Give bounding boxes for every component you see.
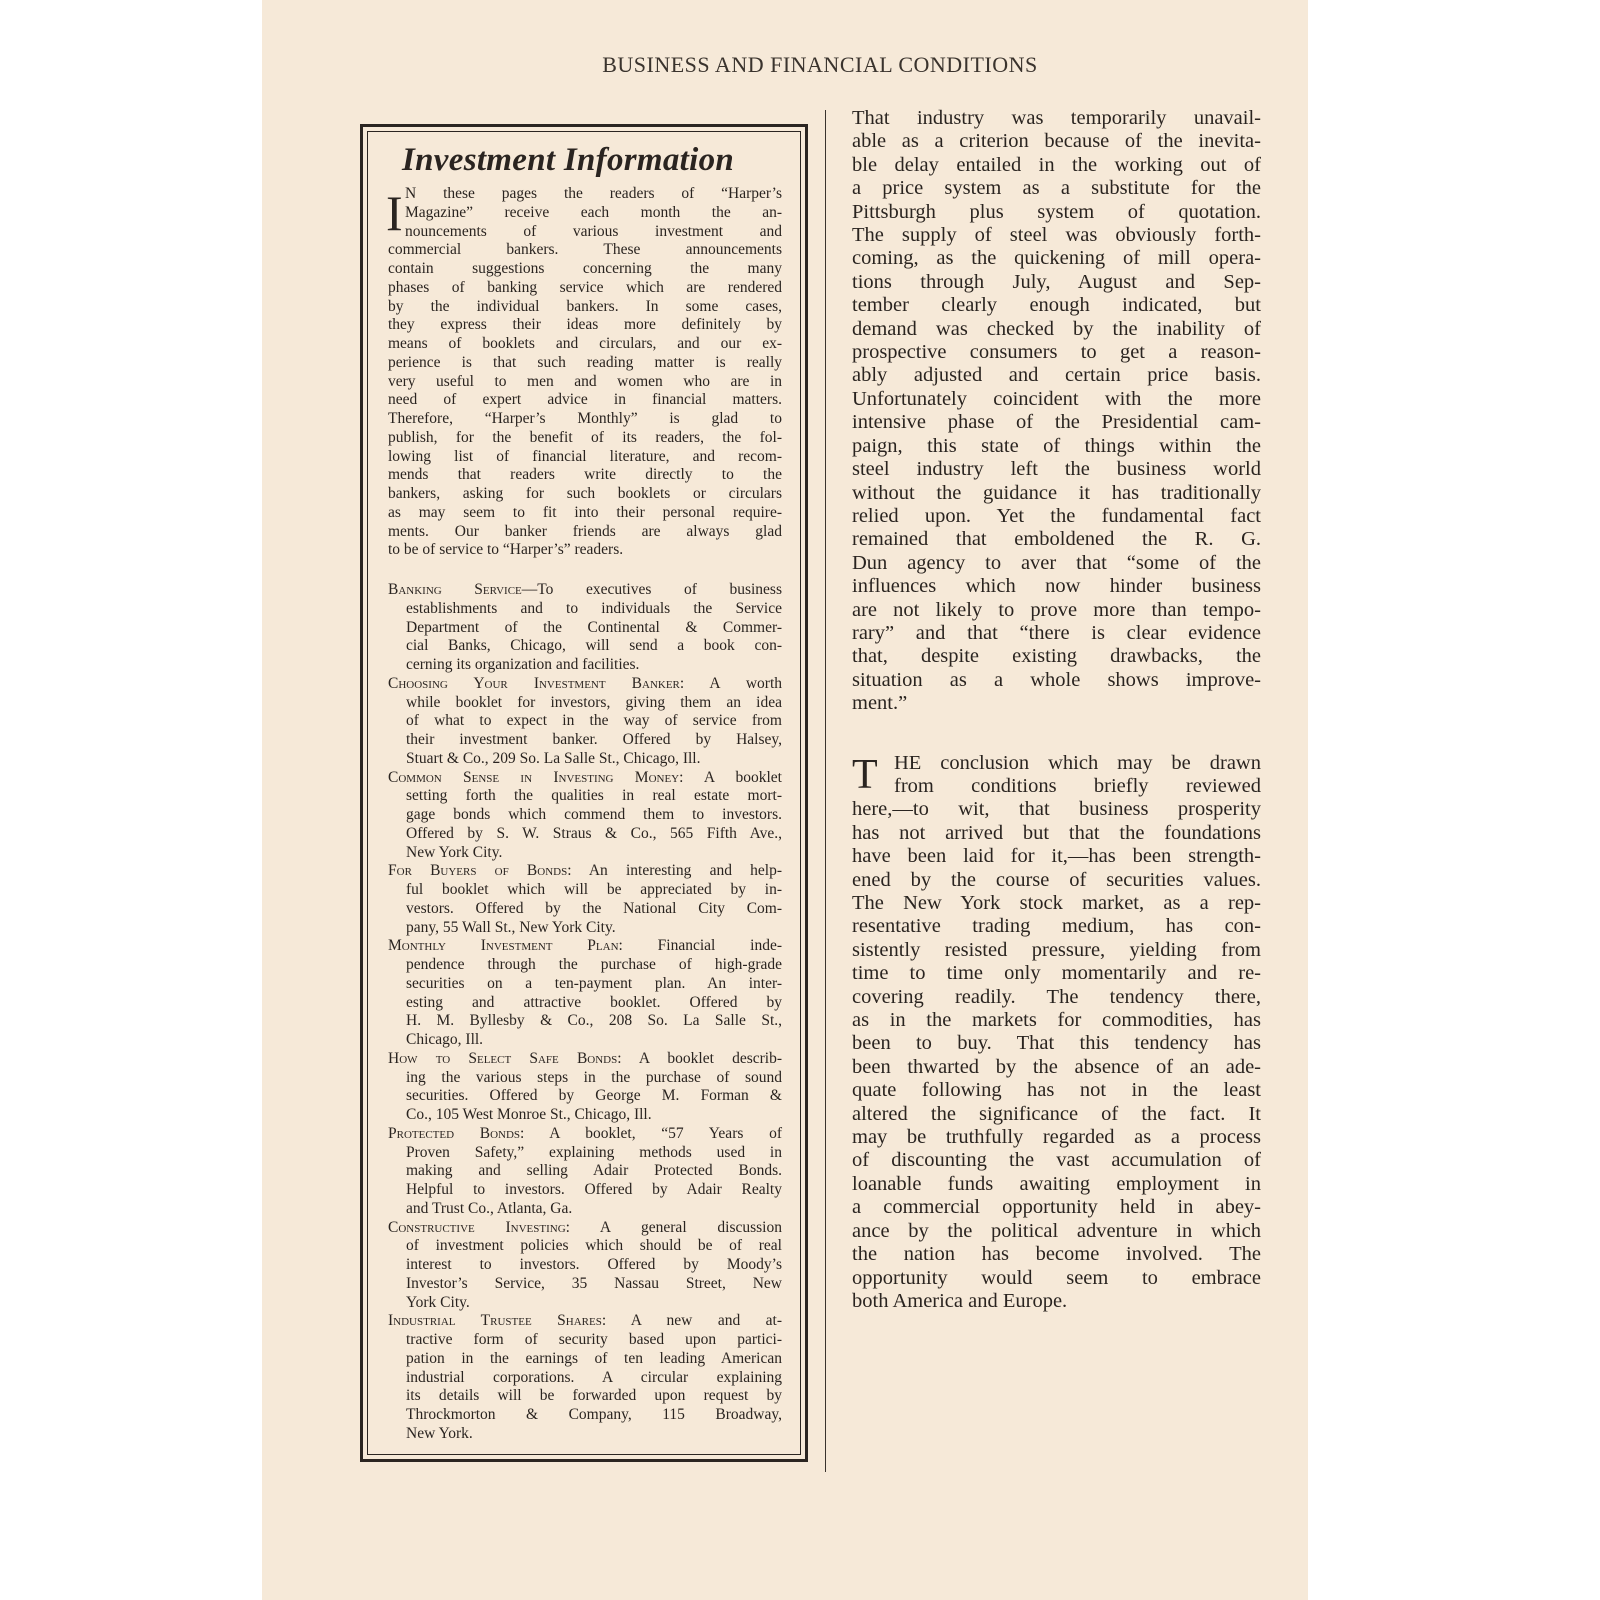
list-item-title: For Buyers of Bonds (388, 862, 568, 880)
text-line: covering readily. The tendency there, (852, 985, 1261, 1008)
list-item-title: Common Sense in Investing Money (388, 768, 680, 786)
text-line: pation in the earnings of ten leading American (406, 1349, 782, 1367)
list-item-text: : A booklet (679, 768, 782, 786)
text-line: cerning its organization and facilities. (406, 656, 640, 673)
list-item-first-line (388, 675, 782, 694)
text-line: situation as a whole shows improve- (852, 668, 1261, 691)
text-line: lowing list of financial literature, and recom- (388, 447, 782, 465)
list-item-title: How to Select Safe Bonds (388, 1049, 618, 1067)
list-item-text: : A booklet, “57 Years of (520, 1124, 782, 1142)
text-line: ble delay entailed in the working out of (852, 153, 1261, 176)
text-line: Helpful to investors. Offered by Adair Realty (406, 1181, 782, 1198)
right-column (852, 107, 1261, 1313)
list-item-title: Choosing Your Investment Banker (388, 674, 680, 692)
list-item-text: : A new and at- (601, 1312, 783, 1330)
text-line: pany, 55 Wall St., New York City. (406, 918, 616, 936)
list-item-text: : Financial inde- (618, 937, 782, 955)
text-line: very useful to men and women who are in (388, 372, 782, 390)
text-line: coming, as the quickening of mill opera- (852, 247, 1261, 270)
list-item-first-line (388, 1125, 782, 1144)
text-line: intensive phase of the Presidential cam- (852, 411, 1261, 434)
text-line: establishments and to individuals the Service (406, 599, 782, 617)
text-line: relied upon. Yet the fundamental fact (852, 504, 1261, 527)
text-line: influences which now hinder business (852, 575, 1261, 598)
text-line: Throckmorton & Company, 115 Broadway, (406, 1406, 782, 1423)
text-line: Chicago, Ill. (406, 1031, 484, 1048)
text-line: nouncements of various investment and (405, 222, 782, 240)
text-line: Offered by S. W. Straus & Co., 565 Fifth Ave., (406, 824, 782, 842)
text-line: Co., 105 West Monroe St., Chicago, Ill. (406, 1106, 652, 1123)
text-line: York City. (406, 1293, 470, 1311)
list-item-title: Protected Bonds (388, 1124, 521, 1142)
list-item-first-line (388, 1219, 782, 1238)
text-line: commercial bankers. These announcements (388, 241, 782, 259)
text-line: ably adjusted and certain price basis. (852, 364, 1261, 387)
text-line: while booklet for investors, giving them an idea (406, 693, 782, 711)
text-line: prospective consumers to get a reason- (852, 341, 1261, 364)
text-line: they express their ideas more definitely by (388, 316, 782, 334)
text-line: has not arrived but that the foundations (852, 821, 1261, 844)
text-line: The supply of steel was obviously forth- (852, 224, 1261, 247)
column-rule (825, 110, 826, 1472)
text-line: paign, this state of things within the (852, 434, 1261, 457)
text-line: demand was checked by the inability of (852, 317, 1261, 340)
text-line: perience is that such reading matter is really (388, 353, 782, 371)
box-title: Investment Information (402, 142, 735, 178)
list-item-first-line (388, 1050, 782, 1069)
text-line: by the individual bankers. In some cases, (388, 297, 782, 315)
text-line: tember clearly enough indicated, but (852, 294, 1261, 317)
text-line: ment.” (852, 692, 908, 715)
text-line: both America and Europe. (852, 1289, 1068, 1312)
text-line: HE conclusion which may be drawn (894, 751, 1261, 774)
text-line: ful booklet which will be appreciated by in- (406, 881, 782, 898)
text-line: Stuart & Co., 209 So. La Salle St., Chicago, Ill. (406, 749, 701, 767)
list-item-text: —To executives of business (521, 581, 782, 598)
list-item-title: Monthly Investment Plan (388, 937, 619, 955)
list-item-first-line (388, 1312, 782, 1331)
text-line: and Trust Co., Atlanta, Ga. (406, 1199, 573, 1217)
text-line: Investor’s Service, 35 Nassau Street, New (406, 1274, 782, 1292)
text-line: esting and attractive booklet. Offered by (406, 993, 782, 1011)
text-line: steel industry left the business world (852, 458, 1261, 481)
text-line: Unfortunately coincident with the more (852, 387, 1261, 410)
text-line: from conditions briefly reviewed (894, 774, 1261, 797)
text-line: here,—to wit, that business prosperity (852, 798, 1261, 821)
text-line: Proven Safety,” explaining methods used in (406, 1143, 782, 1161)
text-line: opportunity would seem to embrace (852, 1266, 1261, 1289)
paragraph-conclusion (852, 752, 1261, 1314)
list-item-first-line (388, 581, 782, 600)
text-line: The New York stock market, as a rep- (852, 892, 1261, 914)
drop-cap: T (852, 751, 878, 798)
text-line: setting forth the qualities in real estate mort- (406, 787, 782, 805)
list-item-text: : A booklet describ- (617, 1049, 783, 1067)
text-line: industrial corporations. A circular explaining (406, 1368, 782, 1386)
running-header: BUSINESS AND FINANCIAL CONDITIONS (602, 52, 1038, 77)
text-line: mends that readers write directly to the (388, 466, 782, 484)
text-line: tions through July, August and Sep- (852, 270, 1261, 293)
text-line: securities. Offered by George M. Forman & (406, 1087, 782, 1105)
text-line: as in the markets for commodities, has (852, 1009, 1261, 1032)
text-line: N these pages the readers of “Harper’s (405, 185, 782, 202)
text-line: tractive form of security based upon partici- (406, 1331, 782, 1348)
text-line: ments. Our banker friends are always glad (388, 522, 782, 540)
text-line: ance by the political adventure in which (852, 1219, 1261, 1242)
text-line: able as a criterion because of the inevita- (852, 130, 1261, 153)
list-item-title: Banking Service (388, 581, 522, 598)
text-line: as may seem to fit into their personal require- (388, 503, 782, 521)
text-line: time to time only momentarily and re- (852, 962, 1261, 985)
drop-cap: I (386, 185, 403, 241)
text-line: publish, for the benefit of its readers, the fol- (388, 428, 782, 446)
text-line: Dun agency to aver that “some of the (852, 551, 1261, 574)
text-line: the nation has become involved. The (852, 1243, 1261, 1266)
text-line: have been laid for it,—has been strength- (852, 845, 1261, 868)
text-line: phases of banking service which are rendered (388, 278, 782, 296)
text-line: New York City. (406, 843, 503, 861)
text-line: Therefore, “Harper’s Monthly” is glad to (388, 410, 782, 427)
text-line: contain suggestions concerning the many (388, 260, 782, 277)
text-line: their investment banker. Offered by Halsey, (406, 731, 782, 748)
text-line: remained that emboldened the R. G. (852, 528, 1261, 551)
text-line: of discounting the vast accumulation of (852, 1149, 1261, 1172)
text-line: pendence through the purchase of high-grade (406, 956, 782, 973)
list-item-first-line (388, 862, 782, 881)
text-line: cial Banks, Chicago, will send a book con- (406, 637, 782, 655)
text-line: New York. (406, 1424, 473, 1442)
list-item-first-line (388, 769, 782, 788)
text-line: of what to expect in the way of service from (406, 712, 782, 730)
list-item-first-line (388, 937, 782, 956)
text-line: sistently resisted pressure, yielding from (852, 938, 1261, 961)
text-line: of investment policies which should be of real (406, 1237, 782, 1255)
text-line: loanable funds awaiting employment in (852, 1172, 1261, 1195)
text-line: rary” and that “there is clear evidence (852, 621, 1261, 644)
text-line: been thwarted by the absence of an ade- (852, 1055, 1261, 1078)
text-line: Magazine” receive each month the an- (405, 203, 782, 221)
text-line: altered the significance of the fact. It (852, 1102, 1261, 1125)
text-line: making and selling Adair Protected Bonds. (406, 1162, 782, 1180)
text-line: ened by the course of securities values. (852, 868, 1261, 891)
text-line: its details will be forwarded upon request by (406, 1387, 782, 1405)
text-line: are not likely to prove more than tempo- (852, 598, 1261, 621)
text-line: to be of service to “Harper’s” readers. (388, 541, 624, 559)
text-line: bankers, asking for such booklets or circulars (388, 485, 782, 502)
text-line: means of booklets and circulars, and our ex- (388, 335, 782, 352)
list-item-title: Constructive Investing (388, 1218, 566, 1236)
literature-list (388, 581, 782, 1444)
text-line: vestors. Offered by the National City Com- (406, 899, 782, 917)
list-item-text: : An interesting and help- (567, 862, 782, 880)
text-line: quate following has not in the least (852, 1079, 1261, 1102)
text-line: ing the various steps in the purchase of sound (406, 1068, 782, 1086)
text-line: a commercial opportunity held in abey- (852, 1196, 1261, 1219)
text-line: a price system as a substitute for the (852, 177, 1261, 200)
text-line: Department of the Continental & Commer- (406, 618, 782, 636)
intro-paragraph (388, 185, 782, 560)
list-item-text: : A general discussion (565, 1218, 782, 1236)
text-line: may be truthfully regarded as a process (852, 1126, 1261, 1149)
text-line: without the guidance it has traditionally (852, 481, 1261, 504)
text-line: H. M. Byllesby & Co., 208 So. La Salle St., (406, 1012, 782, 1030)
text-line: gage bonds which commend them to investors. (406, 806, 782, 823)
text-line: need of expert advice in financial matters. (388, 391, 782, 409)
text-line: securities on a ten-payment plan. An inter- (406, 974, 782, 992)
text-line: Pittsburgh plus system of quotation. (852, 200, 1261, 223)
text-line: That industry was temporarily unavail- (852, 107, 1261, 129)
text-line: been to buy. That this tendency has (852, 1032, 1261, 1055)
text-line: interest to investors. Offered by Moody’s (406, 1256, 782, 1273)
list-item-title: Industrial Trustee Shares (388, 1312, 602, 1330)
list-item-text: : A worth (679, 674, 783, 692)
paragraph-steel (852, 107, 1261, 716)
text-line: resentative trading medium, has con- (852, 915, 1261, 938)
text-line: that, despite existing drawbacks, the (852, 645, 1261, 668)
